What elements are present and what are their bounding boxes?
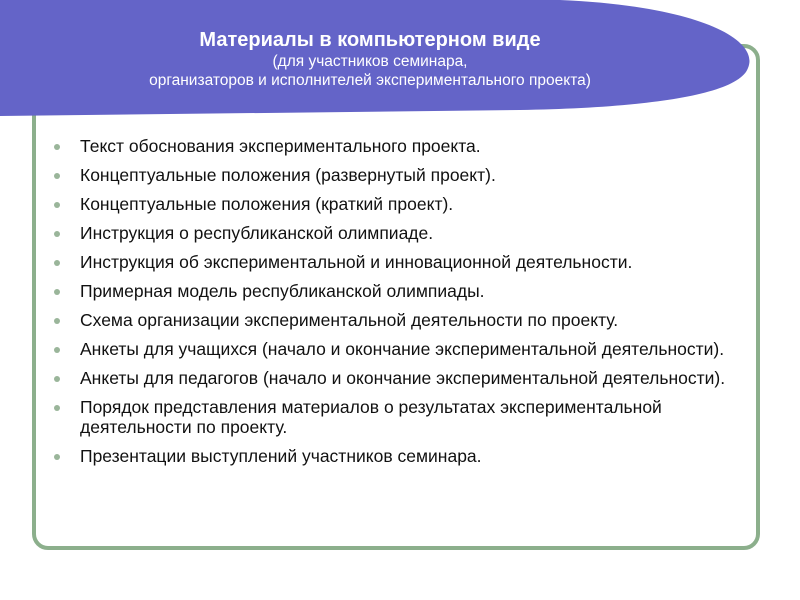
bullet-icon: [54, 231, 60, 237]
list-item: [52, 397, 752, 437]
list-item-text: Схема организации экспериментальной деятельности по проекту.: [80, 310, 619, 330]
list-item: [52, 339, 752, 359]
slide-title: Материалы в компьютерном виде: [199, 29, 541, 51]
list-item: [52, 446, 752, 466]
bullet-icon: [54, 318, 60, 324]
list-item-text: Презентации выступлений участников семинара.: [80, 446, 482, 466]
list-item-text: Анкеты для учащихся (начало и окончание экспериментальной деятельности).: [80, 339, 725, 359]
list-item-text: Концептуальные положения (развернутый проект).: [80, 165, 496, 185]
list-item: [52, 136, 752, 156]
bullet-icon: [54, 144, 60, 150]
list-item-text: Инструкция о республиканской олимпиаде.: [80, 223, 434, 243]
list-item: [52, 165, 752, 185]
materials-list: [52, 136, 752, 475]
list-item-text: Текст обоснования экспериментального проекта.: [80, 136, 481, 156]
bullet-icon: [54, 289, 60, 295]
bullet-icon: [54, 347, 60, 353]
bullet-icon: [54, 405, 60, 411]
list-item-text: Примерная модель республиканской олимпиады.: [80, 281, 485, 301]
slide-subtitle-line2: организаторов и исполнителей экспериментального проекта): [149, 72, 591, 89]
list-item-text: Инструкция об экспериментальной и инновационной деятельности.: [80, 252, 633, 272]
list-item: [52, 281, 752, 301]
bullet-icon: [54, 376, 60, 382]
bullet-icon: [54, 454, 60, 460]
list-item: [52, 310, 752, 330]
slide-subtitle-line1: (для участников семинара,: [272, 53, 468, 70]
list-item: [52, 368, 752, 388]
title-banner: [0, 0, 800, 120]
list-item: [52, 223, 752, 243]
bullet-icon: [54, 260, 60, 266]
title-block: [40, 28, 700, 90]
list-item: [52, 252, 752, 272]
list-item-text: Анкеты для педагогов (начало и окончание экспериментальной деятельности).: [80, 368, 726, 388]
bullet-icon: [54, 173, 60, 179]
list-item: [52, 194, 752, 214]
bullet-icon: [54, 202, 60, 208]
list-item-text: Концептуальные положения (краткий проект).: [80, 194, 454, 214]
list-item-text: Порядок представления материалов о результатах экспериментальной деятельности по проекту.: [80, 397, 662, 437]
